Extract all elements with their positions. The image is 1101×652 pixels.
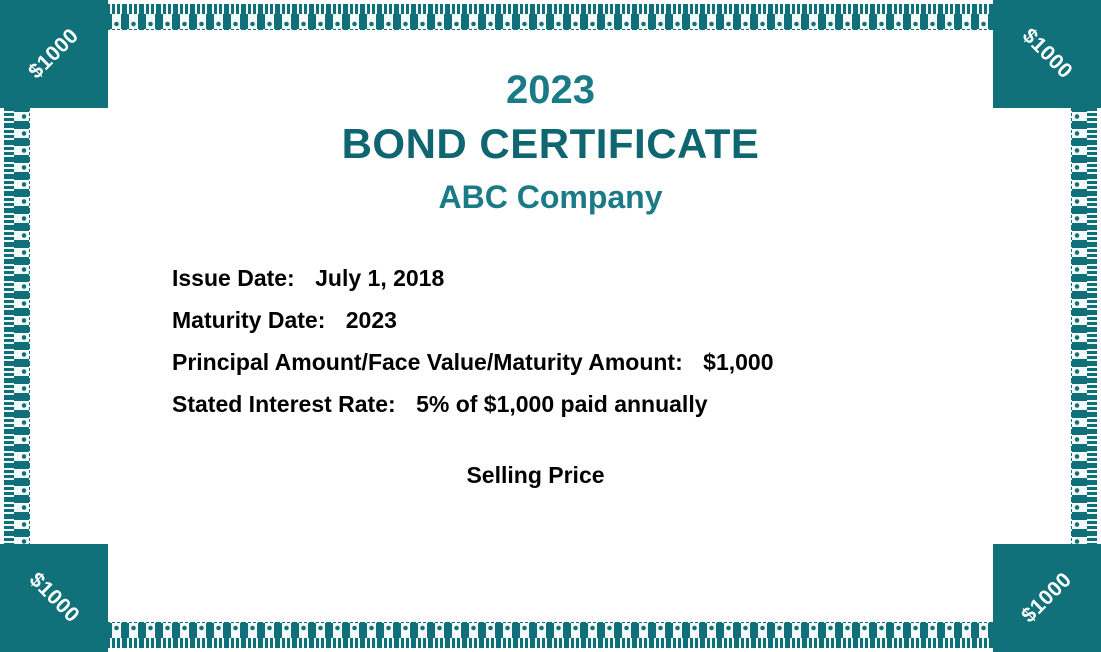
certificate-details [120,265,981,418]
detail-row-issue-date [172,265,981,292]
detail-value: $1,000 [703,348,774,375]
certificate-company: ABC Company [438,179,663,216]
certificate-year: 2023 [506,68,595,112]
corner-denomination-top-right [993,0,1101,108]
detail-label: Issue Date: [172,264,295,291]
detail-row-maturity-date [172,307,981,334]
ornament-motif-left [4,108,30,544]
detail-value: July 1, 2018 [315,264,445,291]
corner-denomination-bottom-right [993,544,1101,652]
denomination-label: $1000 [1017,23,1078,84]
ornament-band-left [4,108,30,544]
ornament-motif-right [1071,108,1097,544]
ornament-band-bottom [108,622,993,648]
detail-row-principal-amount [172,349,981,376]
corner-denomination-top-left [0,0,108,108]
corner-denomination-bottom-left [0,544,108,652]
detail-value: 5% of $1,000 paid annually [416,390,708,417]
denomination-label: $1000 [23,23,84,84]
denomination-label: $1000 [1016,567,1077,628]
detail-label: Maturity Date: [172,306,326,333]
ornament-motif-bottom [108,622,993,648]
ornament-band-top [108,4,993,30]
certificate-content [120,40,981,612]
detail-label: Principal Amount/Face Value/Maturity Amount: [172,348,683,375]
certificate-title: BOND CERTIFICATE [341,120,760,167]
detail-row-interest-rate [172,391,981,418]
ornament-motif-top [108,4,993,30]
detail-value: 2023 [345,306,397,333]
detail-label: Stated Interest Rate: [172,390,396,417]
denomination-label: $1000 [24,567,85,628]
ornament-band-right [1071,108,1097,544]
selling-price-label: Selling Price [466,461,605,488]
